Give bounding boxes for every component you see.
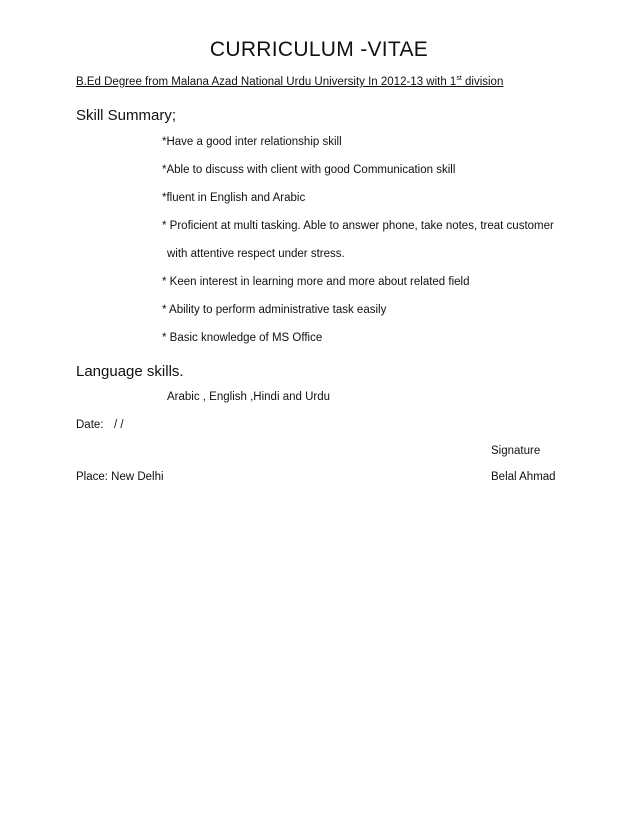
degree-ordinal-suffix: st [456, 75, 462, 83]
skill-item: * Basic knowledge of MS Office [162, 332, 323, 344]
skill-item: *Have a good inter relationship skill [162, 136, 342, 148]
place-label: Place: New Delhi [76, 471, 164, 483]
skill-summary-heading: Skill Summary; [76, 107, 177, 124]
degree-tail: division [461, 76, 504, 88]
degree-text: B.Ed Degree from Malana Azad National Urdu University In 2012-13 with 1 [76, 76, 457, 88]
skill-item: * Keen interest in learning more and more about related field [162, 276, 470, 288]
skill-item: * Ability to perform administrative task easily [162, 304, 387, 316]
signature-label: Signature [491, 445, 541, 457]
skill-item: *fluent in English and Arabic [162, 192, 306, 204]
document-title: CURRICULUM -VITAE [209, 38, 429, 61]
language-skills-value: Arabic , English ,Hindi and Urdu [167, 391, 330, 403]
language-skills-heading: Language skills. [76, 363, 184, 380]
signatory-name: Belal Ahmad [491, 471, 556, 483]
date-label: Date: [76, 419, 104, 431]
skill-item: * Proficient at multi tasking. Able to answer phone, take notes, treat customer [162, 220, 554, 232]
date-value: / / [114, 419, 124, 431]
skill-item-continuation: with attentive respect under stress. [167, 248, 345, 260]
degree-line [76, 76, 503, 88]
skill-item: *Able to discuss with client with good Communication skill [162, 164, 456, 176]
